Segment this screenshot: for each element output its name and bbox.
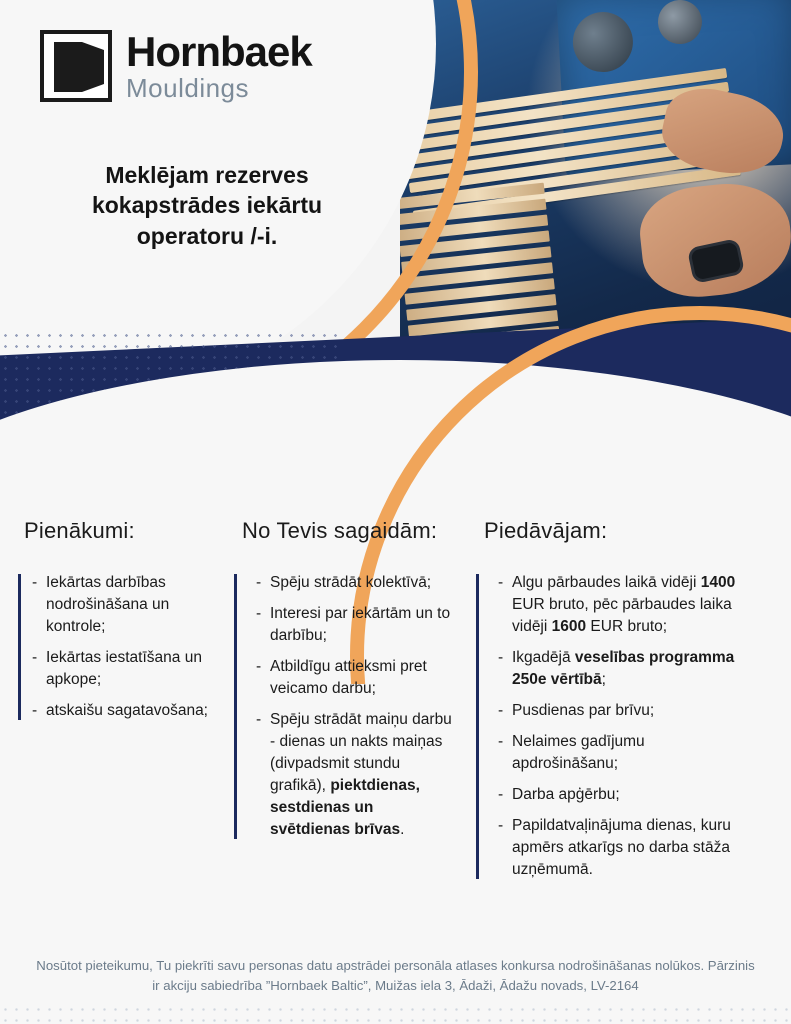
content-columns bbox=[0, 518, 791, 938]
list-item: - atskaišu sagatavošana; bbox=[32, 700, 210, 722]
list-wrap-offer bbox=[476, 572, 752, 881]
column-rule bbox=[234, 574, 237, 839]
column-title-expectations: No Tevis sagaidām: bbox=[242, 518, 438, 543]
list-item: - Spēju strādāt maiņu darbu - dienas un nakts maiņas (divpadsmit stundu grafikā), piektdienas, sestdienas un svētdienas brīvas. bbox=[256, 709, 452, 841]
column-rule bbox=[476, 574, 479, 879]
list-item: - Pusdienas par brīvu; bbox=[498, 700, 752, 722]
brand-logo-text bbox=[126, 28, 312, 103]
page-title: Meklējam rezerves kokapstrādes iekārtu operatoru /-i. bbox=[91, 162, 323, 249]
list-offer bbox=[498, 572, 752, 881]
list-responsibilities bbox=[32, 572, 210, 722]
list-wrap-expectations bbox=[234, 572, 452, 841]
list-item: - Spēju strādāt kolektīvā; bbox=[256, 572, 452, 594]
brand-logo bbox=[40, 30, 312, 102]
list-item: - Darba apģērbu; bbox=[498, 784, 752, 806]
list-item: - Interesi par iekārtām un to darbību; bbox=[256, 603, 452, 647]
legal-footer: Nosūtot pieteikumu, Tu piekrīti savu personas datu apstrādei personāla atlases konkursa nodrošināšanas nolūkos. Pārzinis ir akciju sabiedrība ”Hornbaek Baltic”, Muižas iela 3, Ādaži, Ādažu novads, LV-2164 bbox=[36, 958, 755, 994]
brand-name: Hornbaek bbox=[126, 28, 312, 75]
list-item: - Iekārtas darbības nodrošināšana un kontrole; bbox=[32, 572, 210, 638]
column-expectations bbox=[222, 518, 464, 938]
column-title-responsibilities: Pienākumi: bbox=[24, 518, 135, 543]
column-offer bbox=[464, 518, 764, 938]
column-responsibilities bbox=[0, 518, 222, 938]
list-item: - Atbildīgu attieksmi pret veicamo darbu; bbox=[256, 656, 452, 700]
column-rule bbox=[18, 574, 21, 720]
list-expectations bbox=[256, 572, 452, 841]
list-wrap-responsibilities bbox=[18, 572, 210, 722]
footer-dot-pattern bbox=[0, 1004, 791, 1024]
list-item: - Iekārtas iestatīšana un apkope; bbox=[32, 647, 210, 691]
list-item: - Papildatvaļinājuma dienas, kuru apmērs atkarīgs no darba stāža uzņēmumā. bbox=[498, 815, 752, 881]
list-item: - Nelaimes gadījumu apdrošināšanu; bbox=[498, 731, 752, 775]
column-title-offer: Piedāvājam: bbox=[484, 518, 608, 543]
list-item: - Ikgadējā veselības programma 250e vērtībā; bbox=[498, 647, 752, 691]
list-item: - Algu pārbaudes laikā vidēji 1400 EUR bruto, pēc pārbaudes laika vidēji 1600 EUR bruto; bbox=[498, 572, 752, 638]
hornbaek-logo-mark-icon bbox=[40, 30, 112, 102]
brand-subtitle: Mouldings bbox=[126, 73, 250, 103]
